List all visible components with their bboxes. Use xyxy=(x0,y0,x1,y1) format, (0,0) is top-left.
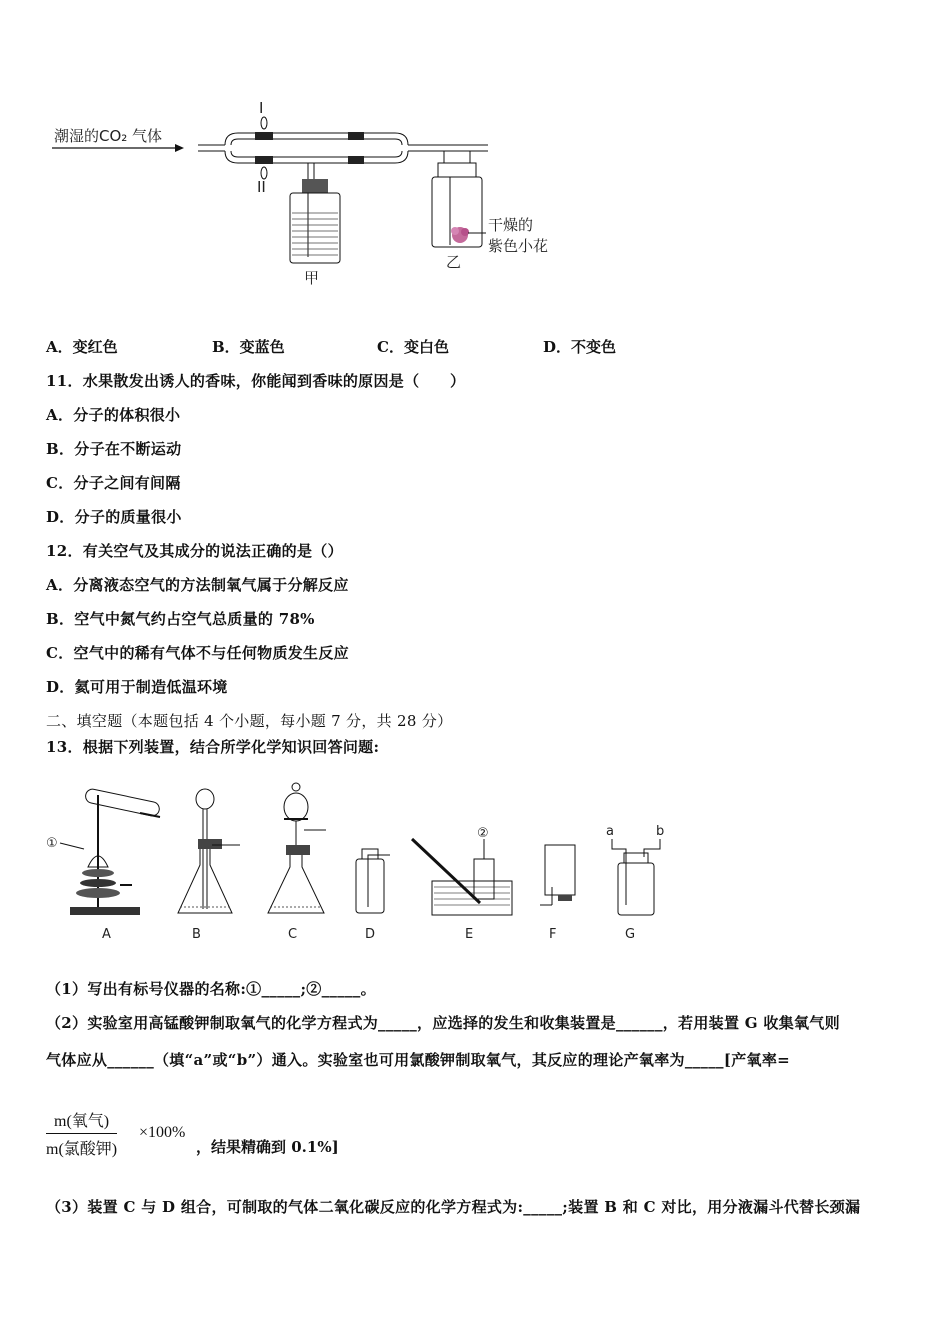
label-d: D xyxy=(365,927,376,942)
section-heading: 二、填空题（本题包括 4 个小题，每小题 7 分，共 28 分） xyxy=(46,712,453,730)
q12-option-d: D．氦可用于制造低温环境 xyxy=(46,678,228,696)
port-b: b xyxy=(656,824,665,839)
valve-bottom-label: II xyxy=(257,178,266,196)
q10-option-a: A．变红色 xyxy=(46,338,118,356)
q13-part-2-line-1: （2）实验室用高锰酸钾制取氧气的化学方程式为_____，应选择的发生和收集装置是______，若用装置 G 收集氧气则 xyxy=(46,1014,840,1032)
fraction-denominator: m(氯酸钾) xyxy=(46,1141,118,1158)
label-f: F xyxy=(549,927,557,942)
q13-part-2-line-2: 气体应从______（填“a”或“b”）通入。实验室也可用氯酸钾制取氧气，其反应的理论产氧率为_____[产氧率= xyxy=(46,1051,790,1069)
q12-stem: 12．有关空气及其成分的说法正确的是（） xyxy=(46,542,343,560)
q12-option-b: B．空气中氮气约占空气总质量的 78% xyxy=(46,610,315,628)
q13-part-3: （3）装置 C 与 D 组合，可制取的气体二氧化碳反应的化学方程式为:_____;装置 B 和 C 对比，用分液漏斗代替长颈漏 xyxy=(46,1198,861,1216)
co2-apparatus-figure xyxy=(40,95,600,295)
valve-top-label: I xyxy=(259,99,264,117)
bottle-yi-label: 乙 xyxy=(446,253,462,271)
q11-option-b: B．分子在不断运动 xyxy=(46,440,182,458)
mark-1: ① xyxy=(46,836,58,851)
q13-part-1: （1）写出有标号仪器的名称:①_____;②_____。 xyxy=(46,980,376,998)
q11-stem: 11．水果散发出诱人的香味，你能闻到香味的原因是（ ） xyxy=(46,372,466,390)
flower-label-2: 紫色小花 xyxy=(488,237,549,255)
label-b: B xyxy=(192,927,201,942)
q11-option-d: D．分子的质量很小 xyxy=(46,508,182,526)
inlet-label: 潮湿的CO₂ 气体 xyxy=(54,127,163,145)
port-a: a xyxy=(606,824,614,839)
apparatus-e xyxy=(412,826,512,942)
apparatus-b xyxy=(178,789,240,942)
bottle-jia-label: 甲 xyxy=(304,269,320,287)
label-c: C xyxy=(288,927,298,942)
q10-option-c: C．变白色 xyxy=(377,338,449,356)
q13-stem: 13．根据下列装置，结合所学化学知识回答问题: xyxy=(46,738,380,756)
yield-fraction xyxy=(46,1108,117,1159)
apparatus-a xyxy=(46,788,161,942)
q11-option-c: C．分子之间有间隔 xyxy=(46,474,181,492)
fraction-numerator: m(氧气) xyxy=(46,1108,117,1134)
label-g: G xyxy=(625,927,636,942)
q10-option-b: B．变蓝色 xyxy=(212,338,285,356)
q12-option-c: C．空气中的稀有气体不与任何物质发生反应 xyxy=(46,644,349,662)
apparatus-c xyxy=(268,783,326,942)
flower-label-1: 干燥的 xyxy=(488,216,534,234)
q11-option-a: A．分子的体积很小 xyxy=(46,406,181,424)
label-a: A xyxy=(102,927,111,942)
lab-apparatus-figure xyxy=(40,775,690,955)
apparatus-g xyxy=(606,824,664,942)
fraction-tail: ×100% xyxy=(139,1124,186,1141)
mark-2: ② xyxy=(477,826,489,841)
q12-option-a: A．分离液态空气的方法制氧气属于分解反应 xyxy=(46,576,349,594)
label-e: E xyxy=(465,927,474,942)
q10-option-d: D．不变色 xyxy=(543,338,617,356)
q13-part-2-line-3: ，结果精确到 0.1%] xyxy=(196,1138,339,1156)
apparatus-f xyxy=(540,845,575,942)
apparatus-d xyxy=(356,849,390,942)
